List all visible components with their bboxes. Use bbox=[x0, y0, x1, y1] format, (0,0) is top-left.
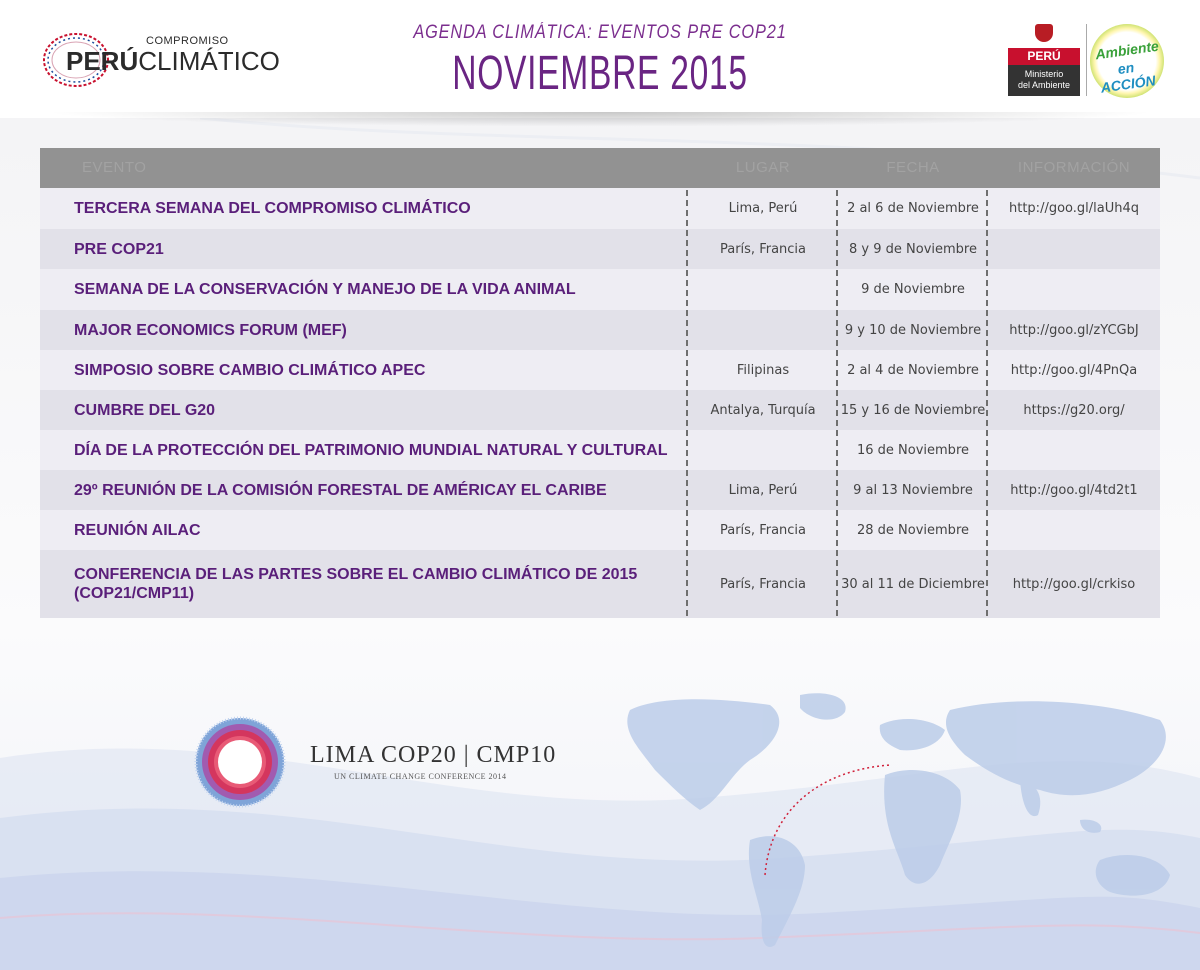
logo-divider bbox=[1086, 24, 1087, 96]
ministerio-ambiente-logo bbox=[1008, 24, 1164, 100]
cop-subtitle: UN CLIMATE CHANGE CONFERENCE 2014 bbox=[334, 772, 507, 781]
event-name: DÍA DE LA PROTECCIÓN DEL PATRIMONIO MUNDIAL NATURAL Y CULTURAL bbox=[74, 441, 668, 459]
event-info-link[interactable] bbox=[988, 269, 1160, 310]
event-place bbox=[688, 430, 838, 470]
event-date: 30 al 11 de Diciembre bbox=[841, 576, 985, 592]
event-name: SEMANA DE LA CONSERVACIÓN Y MANEJO DE LA VIDA ANIMAL bbox=[74, 281, 576, 298]
event-place bbox=[688, 269, 838, 310]
table-row bbox=[40, 390, 1160, 430]
event-place bbox=[688, 310, 838, 350]
event-date: 28 de Noviembre bbox=[856, 522, 969, 538]
cop-ring-icon bbox=[190, 712, 290, 812]
ministry-line-1: Ministerio bbox=[1024, 69, 1064, 79]
event-place: París, Francia bbox=[719, 522, 807, 538]
event-info-link[interactable]: http://goo.gl/laUh4q bbox=[1009, 201, 1139, 216]
event-info-link[interactable]: http://goo.gl/4td2t1 bbox=[1010, 482, 1138, 498]
cop-title: LIMA COP20 | CMP10 bbox=[310, 742, 557, 768]
table-row bbox=[40, 310, 1160, 350]
table-row bbox=[40, 470, 1160, 510]
event-date: 2 al 6 de Noviembre bbox=[847, 201, 979, 216]
column-header-fecha: FECHA bbox=[886, 159, 940, 176]
world-map-icon bbox=[600, 690, 1200, 960]
event-name: PRE COP21 bbox=[74, 240, 164, 258]
event-info-link[interactable] bbox=[988, 430, 1160, 470]
column-header-evento: EVENTO bbox=[82, 159, 147, 176]
event-name: CONFERENCIA DE LAS PARTES SOBRE EL CAMBIO CLIMÁTICO DE 2015 (COP21/CMP11) bbox=[74, 566, 638, 602]
event-date: 8 y 9 de Noviembre bbox=[849, 241, 977, 257]
campaign-line-2: en ACCIÓN bbox=[1099, 59, 1157, 96]
event-date: 2 al 4 de Noviembre bbox=[847, 362, 979, 378]
event-name: 29º REUNIÓN DE LA COMISIÓN FORESTAL DE AMÉRICAY EL CARIBE bbox=[74, 481, 607, 499]
logo-word-bold: PERÚ bbox=[66, 46, 139, 76]
event-name: SIMPOSIO SOBRE CAMBIO CLIMÁTICO APEC bbox=[74, 361, 426, 379]
event-date: 15 y 16 de Noviembre bbox=[840, 402, 986, 418]
event-name: REUNIÓN AILAC bbox=[74, 521, 201, 539]
column-divider bbox=[686, 190, 688, 616]
table-row bbox=[40, 550, 1160, 618]
event-info-link[interactable] bbox=[988, 510, 1160, 550]
table-row bbox=[40, 350, 1160, 390]
page-title: NOVIEMBRE 2015 bbox=[452, 47, 748, 100]
title-block bbox=[380, 22, 820, 101]
event-place: Lima, Perú bbox=[728, 201, 798, 216]
lima-cop20-logo bbox=[190, 712, 557, 812]
event-place: Filipinas bbox=[736, 362, 790, 378]
event-info-link[interactable]: http://goo.gl/4PnQa bbox=[1010, 362, 1138, 378]
ministry-line-2: del Ambiente bbox=[1017, 80, 1071, 90]
event-info-link[interactable]: http://goo.gl/crkiso bbox=[1012, 576, 1136, 592]
ambiente-en-accion-logo bbox=[1090, 24, 1164, 98]
logo-word-thin: CLIMÁTICO bbox=[138, 46, 280, 76]
event-info-link[interactable]: http://goo.gl/zYCGbJ bbox=[1009, 322, 1139, 338]
ministry-label bbox=[1008, 65, 1080, 96]
event-name: CUMBRE DEL G20 bbox=[74, 401, 216, 419]
event-date: 9 al 13 Noviembre bbox=[853, 482, 973, 498]
page-subtitle: AGENDA CLIMÁTICA: EVENTOS PRE COP21 bbox=[413, 22, 787, 43]
table-row bbox=[40, 430, 1160, 470]
column-header-lugar: LUGAR bbox=[735, 159, 791, 176]
event-date: 9 de Noviembre bbox=[861, 282, 965, 297]
country-label: PERÚ bbox=[1008, 48, 1080, 65]
column-header-informacion: INFORMACIÓN bbox=[1017, 159, 1131, 176]
peru-ministry-badge bbox=[1008, 24, 1080, 96]
table-row bbox=[40, 510, 1160, 550]
event-place: París, Francia bbox=[719, 241, 807, 257]
table-header bbox=[40, 148, 1160, 188]
event-place: París, Francia bbox=[719, 576, 807, 592]
campaign-line-1: Ambiente bbox=[1094, 37, 1160, 63]
table-row bbox=[40, 188, 1160, 229]
event-name: MAJOR ECONOMICS FORUM (MEF) bbox=[74, 321, 347, 339]
event-date: 9 y 10 de Noviembre bbox=[844, 322, 982, 338]
coat-of-arms-icon bbox=[1035, 24, 1053, 42]
event-info-link[interactable] bbox=[988, 229, 1160, 269]
page-header bbox=[0, 0, 1200, 118]
table-row bbox=[40, 269, 1160, 310]
event-place: Lima, Perú bbox=[728, 482, 798, 498]
event-date: 16 de Noviembre bbox=[856, 442, 969, 458]
events-table bbox=[40, 148, 1160, 618]
compromiso-peru-climatico-logo bbox=[40, 28, 280, 98]
table-row bbox=[40, 229, 1160, 269]
column-divider bbox=[986, 190, 988, 616]
column-divider bbox=[836, 190, 838, 616]
event-info-link[interactable]: https://g20.org/ bbox=[1023, 402, 1125, 418]
event-name: TERCERA SEMANA DEL COMPROMISO CLIMÁTICO bbox=[74, 200, 471, 217]
header-shadow bbox=[0, 112, 1200, 128]
event-place: Antalya, Turquía bbox=[710, 402, 816, 418]
logo-big-word bbox=[66, 46, 280, 77]
logo-small-word: COMPROMISO bbox=[146, 35, 229, 47]
